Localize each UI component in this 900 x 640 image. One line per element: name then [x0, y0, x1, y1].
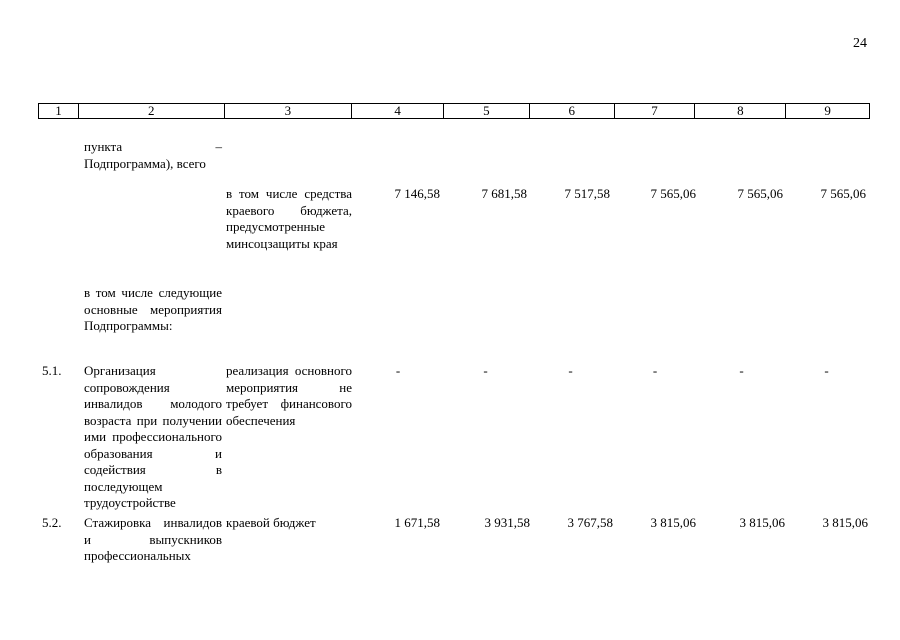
row-5-1-number: 5.1.	[42, 363, 62, 378]
row-kraevoy-value-6: 7 517,58	[564, 186, 610, 201]
header-cell-4: 4	[352, 104, 444, 118]
header-cell-2: 2	[79, 104, 225, 118]
row-5-2-col3: краевой бюджет	[226, 515, 316, 530]
row-5-2-value-6: 3 767,58	[567, 515, 613, 530]
page-number: 24	[853, 36, 867, 51]
row-5-1-value-9: -	[824, 363, 829, 378]
row-5-2-number: 5.2.	[42, 515, 62, 530]
row-5-2-value-5: 3 931,58	[484, 515, 530, 530]
row-cont-col2: пункта – Подпрограмма), всего	[84, 139, 222, 171]
row-5-1-value-6: -	[568, 363, 573, 378]
header-cell-1: 1	[39, 104, 79, 118]
row-5-1-value-4: -	[395, 363, 401, 378]
row-5-1-value-5: -	[483, 363, 488, 378]
row-kraevoy-value-7: 7 565,06	[650, 186, 696, 201]
row-5-2-value-4: 1 671,58	[394, 515, 440, 530]
row-5-1-value-7: -	[652, 363, 658, 378]
header-cell-7: 7	[615, 104, 696, 118]
row-kraevoy-value-5: 7 681,58	[481, 186, 527, 201]
row-5-1-col3: реализация основного мероприятия не требует финансового обеспечения	[226, 363, 352, 428]
row-5-2-value-7: 3 815,06	[650, 515, 696, 530]
row-kraevoy-value-9: 7 565,06	[820, 186, 866, 201]
row-5-2-value-8: 3 815,06	[739, 515, 785, 530]
row-5-2-col2: Стажировка инвалидов и выпускников профессиональных	[84, 515, 222, 563]
row-5-2-value-9: 3 815,06	[822, 515, 868, 530]
row-5-1-value-8: -	[739, 363, 744, 378]
header-cell-5: 5	[444, 104, 530, 118]
header-cell-9: 9	[824, 103, 831, 118]
row-kraevoy-value-8: 7 565,06	[737, 186, 783, 201]
header-cell-6: 6	[530, 104, 615, 118]
row-incl-col2: в том числе следующие основные мероприятия Подпрограммы:	[84, 285, 222, 333]
header-cell-8: 8	[695, 104, 786, 118]
header-cell-3: 3	[225, 104, 353, 118]
row-kraevoy-value-4: 7 146,58	[394, 186, 440, 201]
row-kraevoy-col3: в том числе средства краевого бюджета, предусмотренные минсоцзащиты края	[226, 186, 352, 251]
row-5-1-col2: Организация сопровождения инвалидов молодого возраста при получении ими профессионального образования и содействия в последующем трудоустройстве	[84, 363, 222, 510]
table-header-row	[38, 103, 870, 119]
